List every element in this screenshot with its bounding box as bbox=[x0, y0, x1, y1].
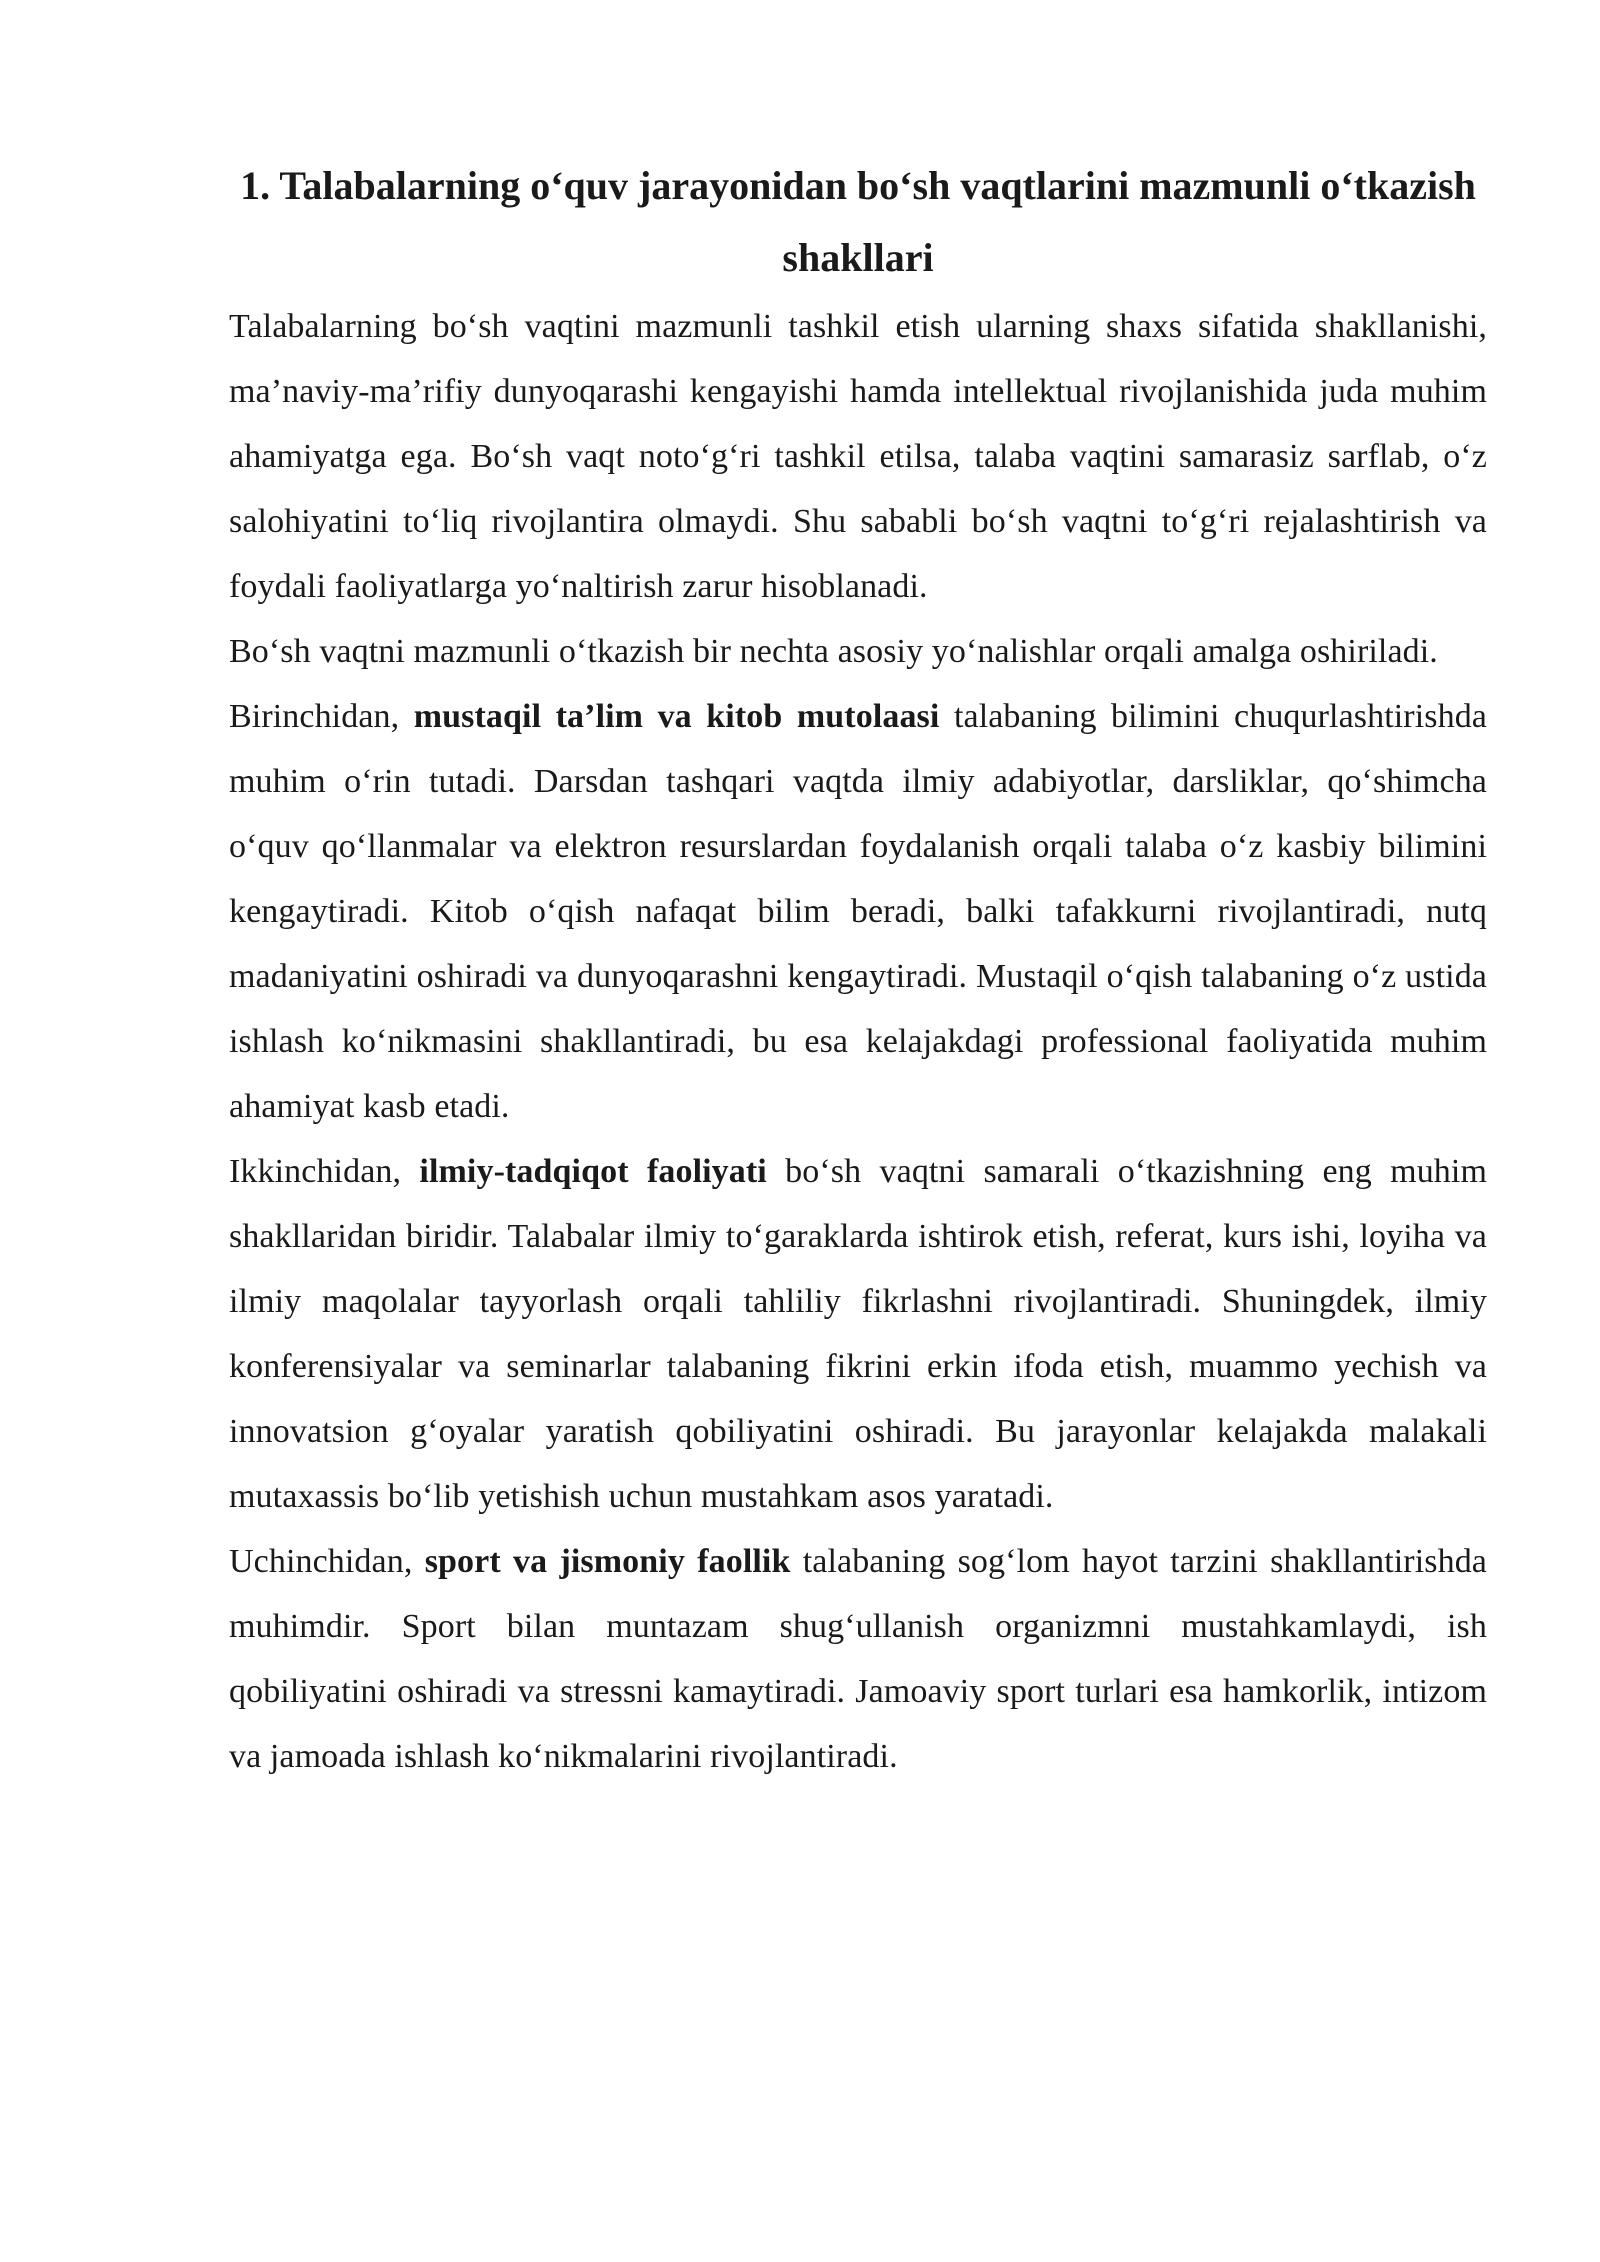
paragraph-second bbox=[229, 1139, 1487, 1529]
paragraph-third-lead: Uchinchidan, bbox=[229, 1543, 425, 1580]
paragraph-directions: Bo‘sh vaqtni mazmunli o‘tkazish bir nechta asosiy yo‘nalishlar orqali amalga oshiriladi. bbox=[229, 633, 1438, 670]
page-title: 1. Talabalarning o‘quv jarayonidan bo‘sh vaqtlarini mazmunli o‘tkazish shakllari bbox=[240, 163, 1476, 280]
paragraph-third-bold: sport va jismoniy faollik bbox=[424, 1543, 791, 1580]
paragraph-third-rest: talabaning sog‘lom hayot tarzini shakllantirishda muhimdir. Sport bilan muntazam shug‘ullanish organizmni mustahkamlaydi, ish qobiliyatini oshiradi va stressni kamaytiradi. Jamoaviy sport turlari esa hamkorlik, intizom va jamoada ishlash ko‘nikmalarini rivojlantiradi. bbox=[229, 1543, 1487, 1775]
paragraph-first-lead: Birinchidan, bbox=[229, 698, 414, 735]
paragraph-intro: Talabalarning bo‘sh vaqtini mazmunli tashkil etish ularning shaxs sifatida shakllanishi, ma’naviy-ma’rifiy dunyoqarashi kengayishi hamda intellektual rivojlanishida juda muhim ahamiyatga ega. Bo‘sh vaqt noto‘g‘ri tashkil etilsa, talaba vaqtini samarasiz sarflab, o‘z salohiyatini to‘liq rivojlantira olmaydi. Shu sababli bo‘sh vaqtni to‘g‘ri rejalashtirish va foydali faoliyatlarga yo‘naltirish zarur hisoblanadi. bbox=[229, 308, 1487, 605]
paragraph-second-bold: ilmiy-tadqiqot faoliyati bbox=[419, 1153, 767, 1190]
document-body bbox=[229, 150, 1487, 1789]
paragraph-second-lead: Ikkinchidan, bbox=[229, 1153, 420, 1190]
paragraph-first bbox=[229, 684, 1487, 1139]
paragraph-second-rest: bo‘sh vaqtni samarali o‘tkazishning eng muhim shakllaridan biridir. Talabalar ilmiy to‘garaklarda ishtirok etish, referat, kurs ishi, loyiha va ilmiy maqolalar tayyorlash orqali tahliliy fikrlashni rivojlantiradi. Shuningdek, ilmiy konferensiyalar va seminarlar talabaning fikrini erkin ifoda etish, muammo yechish va innovatsion g‘oyalar yaratish qobiliyatini oshiradi. Bu jarayonlar kelajakda malakali mutaxassis bo‘lib yetishish uchun mustahkam asos yaratadi. bbox=[229, 1153, 1487, 1515]
paragraph-third bbox=[229, 1529, 1487, 1789]
paragraph-first-bold: mustaqil ta’lim va kitob mutolaasi bbox=[413, 698, 940, 735]
paragraph-first-rest: talabaning bilimini chuqurlashtirishda muhim o‘rin tutadi. Darsdan tashqari vaqtda ilmiy adabiyotlar, darsliklar, qo‘shimcha o‘quv qo‘llanmalar va elektron resurslardan foydalanish orqali talaba o‘z kasbiy bilimini kengaytiradi. Kitob o‘qish nafaqat bilim beradi, balki tafakkurni rivojlantiradi, nutq madaniyatini oshiradi va dunyoqarashni kengaytiradi. Mustaqil o‘qish talabaning o‘z ustida ishlash ko‘nikmasini shakllantiradi, bu esa kelajakdagi professional faoliyatida muhim ahamiyat kasb etadi. bbox=[229, 698, 1488, 1125]
